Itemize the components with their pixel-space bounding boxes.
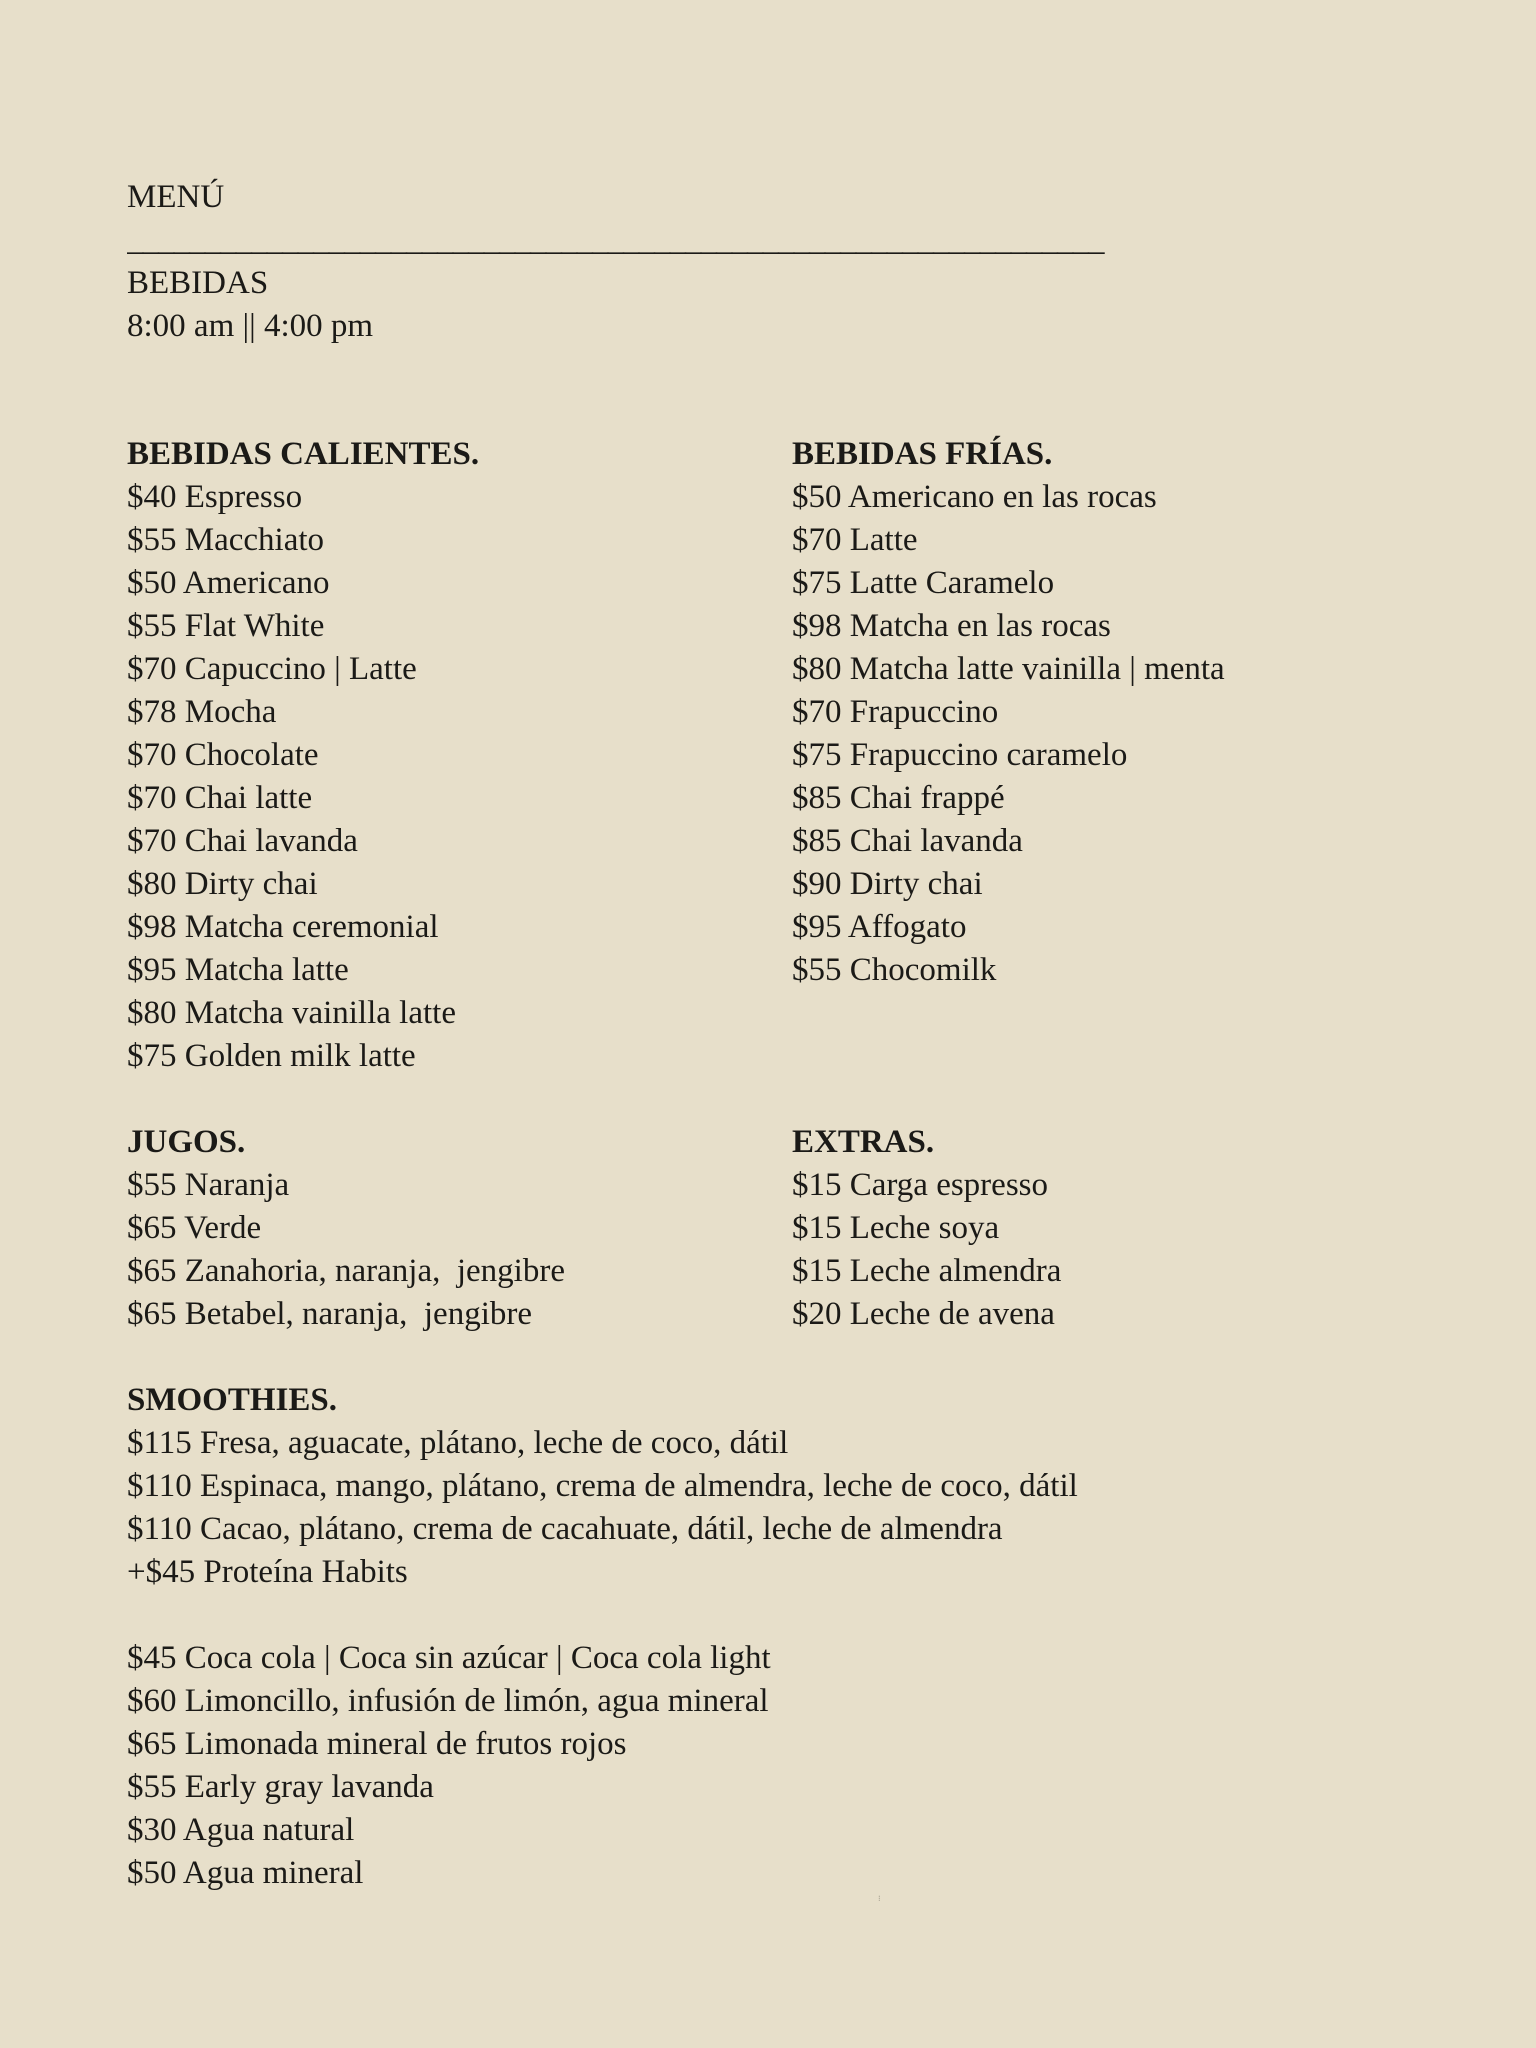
hot-drinks-title: BEBIDAS CALIENTES. bbox=[127, 436, 480, 472]
menu-item: $70 Frapuccino bbox=[792, 694, 999, 730]
extras-title: EXTRAS. bbox=[792, 1124, 935, 1160]
menu-item: $55 Naranja bbox=[127, 1167, 290, 1203]
menu-item: $70 Capuccino | Latte bbox=[127, 651, 417, 687]
menu-item: $65 Limonada mineral de frutos rojos bbox=[127, 1726, 627, 1762]
menu-item: $70 Latte bbox=[792, 522, 918, 558]
menu-item: $98 Matcha en las rocas bbox=[792, 608, 1111, 644]
other-drinks-section bbox=[127, 1637, 1357, 1895]
menu-item: $115 Fresa, aguacate, plátano, leche de coco, dátil bbox=[127, 1425, 789, 1461]
menu-item: $30 Agua natural bbox=[127, 1812, 355, 1848]
menu-document bbox=[127, 176, 1357, 1895]
menu-item: $85 Chai frappé bbox=[792, 780, 1005, 816]
menu-item: $55 Chocomilk bbox=[792, 952, 997, 988]
drinks-columns bbox=[127, 433, 1357, 1078]
menu-item: +$45 Proteína Habits bbox=[127, 1554, 408, 1590]
menu-item: $110 Cacao, plátano, crema de cacahuate, dátil, leche de almendra bbox=[127, 1511, 1003, 1547]
menu-item: $98 Matcha ceremonial bbox=[127, 909, 439, 945]
menu-item: $70 Chai latte bbox=[127, 780, 313, 816]
cold-drinks-title: BEBIDAS FRÍAS. bbox=[792, 436, 1053, 472]
menu-item: $65 Zanahoria, naranja, jengibre bbox=[127, 1253, 565, 1289]
menu-item: $50 Americano bbox=[127, 565, 330, 601]
menu-item: $55 Flat White bbox=[127, 608, 325, 644]
menu-item: $80 Matcha latte vainilla | menta bbox=[792, 651, 1225, 687]
menu-item: $65 Verde bbox=[127, 1210, 262, 1246]
cold-drinks-section bbox=[792, 433, 1352, 1078]
menu-item: $75 Latte Caramelo bbox=[792, 565, 1055, 601]
menu-item: $15 Carga espresso bbox=[792, 1167, 1049, 1203]
menu-item: $80 Matcha vainilla latte bbox=[127, 995, 456, 1031]
menu-subtitle: BEBIDAS bbox=[127, 265, 269, 301]
menu-item: $70 Chai lavanda bbox=[127, 823, 358, 859]
menu-item: $80 Dirty chai bbox=[127, 866, 318, 902]
menu-item: $90 Dirty chai bbox=[792, 866, 983, 902]
menu-title: MENÚ bbox=[127, 179, 225, 215]
menu-item: $75 Frapuccino caramelo bbox=[792, 737, 1128, 773]
hot-drinks-section bbox=[127, 433, 792, 1078]
juices-extras-columns bbox=[127, 1121, 1357, 1336]
smoothies-section bbox=[127, 1379, 1357, 1594]
menu-item: $65 Betabel, naranja, jengibre bbox=[127, 1296, 533, 1332]
menu-item: $110 Espinaca, mango, plátano, crema de almendra, leche de coco, dátil bbox=[127, 1468, 1078, 1504]
menu-item: $85 Chai lavanda bbox=[792, 823, 1023, 859]
juices-section bbox=[127, 1121, 792, 1336]
menu-item: $50 Americano en las rocas bbox=[792, 479, 1157, 515]
separator-rule: _______________________________________________________________ bbox=[127, 222, 1104, 258]
stray-mark: ⁝ bbox=[878, 1894, 881, 1903]
opening-hours: 8:00 am || 4:00 pm bbox=[127, 308, 374, 344]
menu-item: $40 Espresso bbox=[127, 479, 303, 515]
menu-item: $50 Agua mineral bbox=[127, 1855, 364, 1891]
extras-section bbox=[792, 1121, 1352, 1336]
menu-item: $15 Leche almendra bbox=[792, 1253, 1062, 1289]
menu-item: $75 Golden milk latte bbox=[127, 1038, 416, 1074]
menu-item: $55 Early gray lavanda bbox=[127, 1769, 434, 1805]
menu-item: $78 Mocha bbox=[127, 694, 277, 730]
menu-item: $15 Leche soya bbox=[792, 1210, 1000, 1246]
menu-item: $55 Macchiato bbox=[127, 522, 325, 558]
juices-title: JUGOS. bbox=[127, 1124, 246, 1160]
menu-item: $20 Leche de avena bbox=[792, 1296, 1055, 1332]
menu-item: $45 Coca cola | Coca sin azúcar | Coca cola light bbox=[127, 1640, 771, 1676]
menu-item: $95 Affogato bbox=[792, 909, 967, 945]
menu-item: $70 Chocolate bbox=[127, 737, 319, 773]
smoothies-title: SMOOTHIES. bbox=[127, 1382, 337, 1418]
menu-item: $60 Limoncillo, infusión de limón, agua mineral bbox=[127, 1683, 769, 1719]
menu-item: $95 Matcha latte bbox=[127, 952, 349, 988]
